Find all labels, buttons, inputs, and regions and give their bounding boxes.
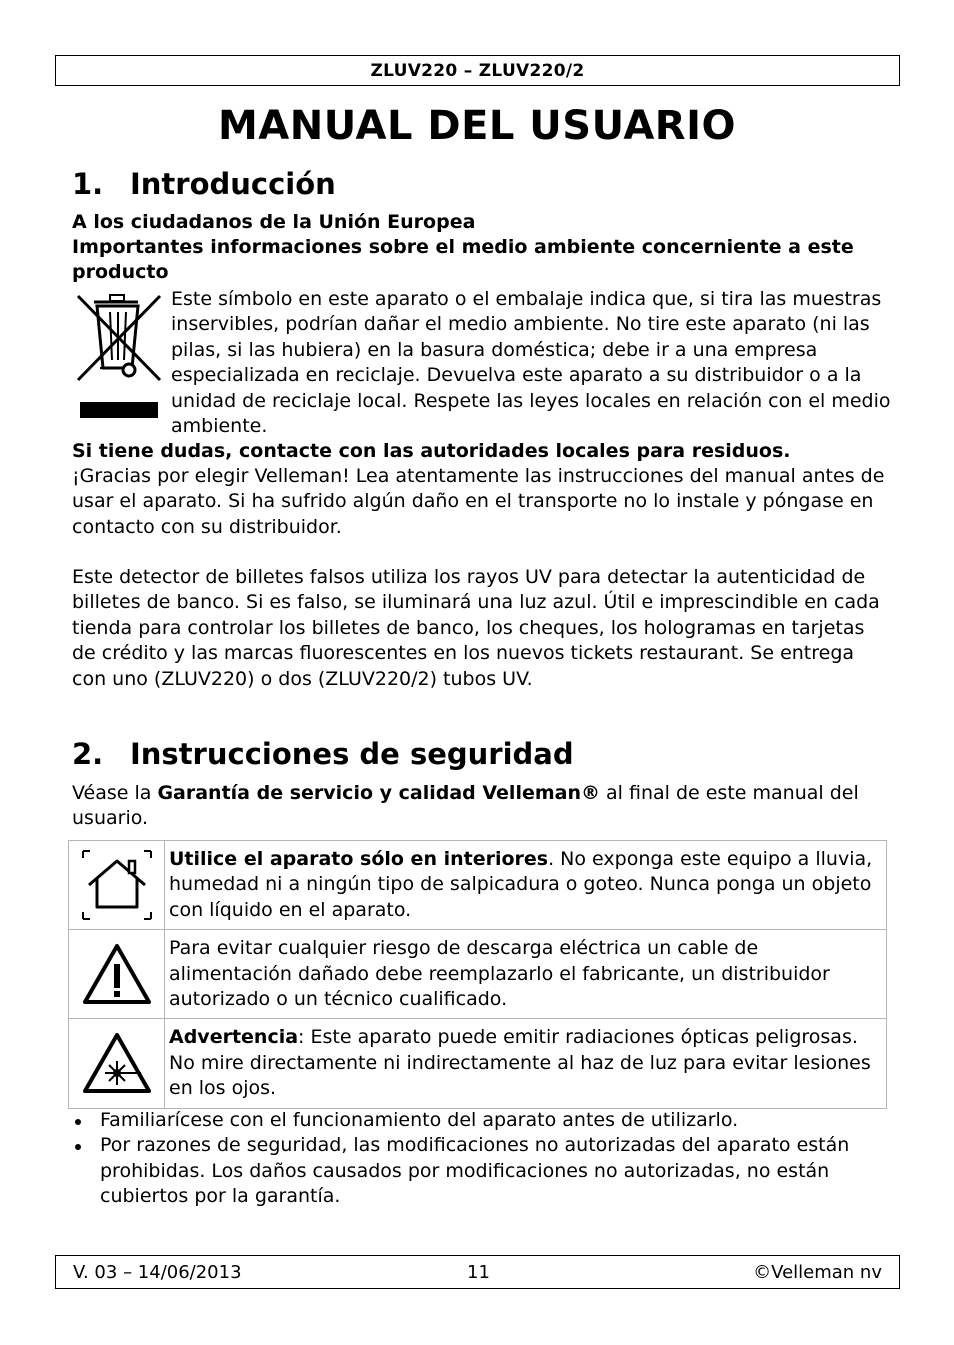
warranty-reference bbox=[72, 781, 892, 832]
footer bbox=[55, 1255, 900, 1289]
header-model-box bbox=[55, 55, 900, 86]
bullet-dot bbox=[75, 1119, 81, 1125]
header-model: ZLUV220 – ZLUV220/2 bbox=[370, 61, 585, 81]
safety-row-indoor bbox=[69, 841, 887, 930]
bullet-text: Familiarícese con el funcionamiento del aparato antes de utilizarlo. bbox=[100, 1109, 739, 1131]
weee-instructions: Este símbolo en este aparato o el embalaje indica que, si tira las muestras inservibles, podrían dañar el medio ambiente. No tire este aparato (ni las pilas, si las hubiera) en la basura doméstica; debe ir a una empresa especializada en reciclaje. Devuelva este aparato a su distribuidor o a la unidad de reciclaje local. Respete las leyes locales en relación con el medio ambiente. bbox=[171, 288, 891, 438]
section-2-heading bbox=[72, 736, 574, 772]
indoor-text: . No exponga este equipo a lluvia, humedad ni a ningún tipo de salpicadura o goteo. Nunca ponga un objeto con líquido en el aparato. bbox=[169, 848, 873, 921]
section-2-title: Instrucciones de seguridad bbox=[130, 737, 574, 771]
warranty-name: Garantía de servicio y calidad Velleman® bbox=[157, 782, 600, 804]
safety-text-electric bbox=[165, 930, 887, 1019]
product-description: Este detector de billetes falsos utiliza los rayos UV para detectar la autenticidad de billetes de banco. Si es falso, se iluminará una luz azul. Útil e imprescindible en cada tienda para controlar los billetes de banco, los cheques, los hologramas en tarjetas de crédito y las marcas fluorescentes en los nuevos tickets restaurant. Se entrega con uno (ZLUV220) o dos (ZLUV220/2) tubos UV. bbox=[72, 566, 880, 690]
optical-radiation-warning-icon bbox=[77, 1023, 157, 1103]
warning-triangle-icon bbox=[77, 934, 157, 1014]
warranty-pre: Véase la bbox=[72, 782, 158, 804]
footer-version: V. 03 – 14/06/2013 bbox=[73, 1262, 242, 1283]
safety-bullet-list bbox=[72, 1108, 892, 1210]
section-1-title: Introducción bbox=[130, 167, 336, 201]
eu-citizens-heading: A los ciudadanos de la Unión Europea bbox=[72, 211, 476, 233]
environment-heading: Importantes informaciones sobre el medio ambiente concerniente a este producto bbox=[72, 236, 854, 284]
local-authorities-note: Si tiene dudas, contacte con las autoridades locales para residuos. bbox=[72, 440, 791, 462]
optical-bold: Advertencia bbox=[169, 1026, 299, 1049]
bullet-text: Por razones de seguridad, las modificaciones no autorizadas del aparato están prohibidas. Los daños causados por modificaciones no autorizadas, no están cubiertos por la garantía. bbox=[100, 1134, 850, 1208]
electric-text: Para evitar cualquier riesgo de descarga eléctrica un cable de alimentación dañado debe reemplazarlo el fabricante, un distribuidor autorizado o un técnico cualificado. bbox=[169, 937, 830, 1011]
section-1-number: 1. bbox=[72, 167, 104, 201]
footer-copyright: ©Velleman nv bbox=[753, 1262, 882, 1283]
list-item bbox=[72, 1133, 892, 1209]
safety-icon-cell bbox=[69, 841, 165, 930]
safety-text-optical bbox=[165, 1019, 887, 1108]
safety-text-indoor bbox=[165, 841, 887, 930]
section-2-number: 2. bbox=[72, 737, 104, 771]
safety-table bbox=[68, 840, 887, 1109]
footer-page-number: 11 bbox=[467, 1262, 490, 1283]
list-item bbox=[72, 1108, 892, 1133]
safety-row-electric bbox=[69, 930, 887, 1019]
thanks-paragraph: ¡Gracias por elegir Velleman! Lea atentamente las instrucciones del manual antes de usar el aparato. Si ha sufrido algún daño en el transporte no lo instale y póngase en contacto con su distribuidor. bbox=[72, 465, 885, 538]
safety-row-optical bbox=[69, 1019, 887, 1108]
warranty-post: al final de este manual del usuario. bbox=[72, 782, 859, 830]
section-1-heading bbox=[72, 166, 336, 202]
bullet-dot bbox=[75, 1144, 81, 1150]
optical-text: : Este aparato puede emitir radiaciones ópticas peligrosas. No mire directamente ni indirectamente al haz de luz para evitar lesiones en los ojos. bbox=[169, 1026, 871, 1100]
page-title: MANUAL DEL USUARIO bbox=[218, 103, 736, 149]
indoor-bold: Utilice el aparato sólo en interiores bbox=[169, 848, 549, 870]
weee-crossed-bin-icon bbox=[72, 288, 164, 420]
indoor-use-house-icon bbox=[77, 845, 157, 925]
safety-icon-cell bbox=[69, 930, 165, 1019]
safety-icon-cell bbox=[69, 1019, 165, 1108]
